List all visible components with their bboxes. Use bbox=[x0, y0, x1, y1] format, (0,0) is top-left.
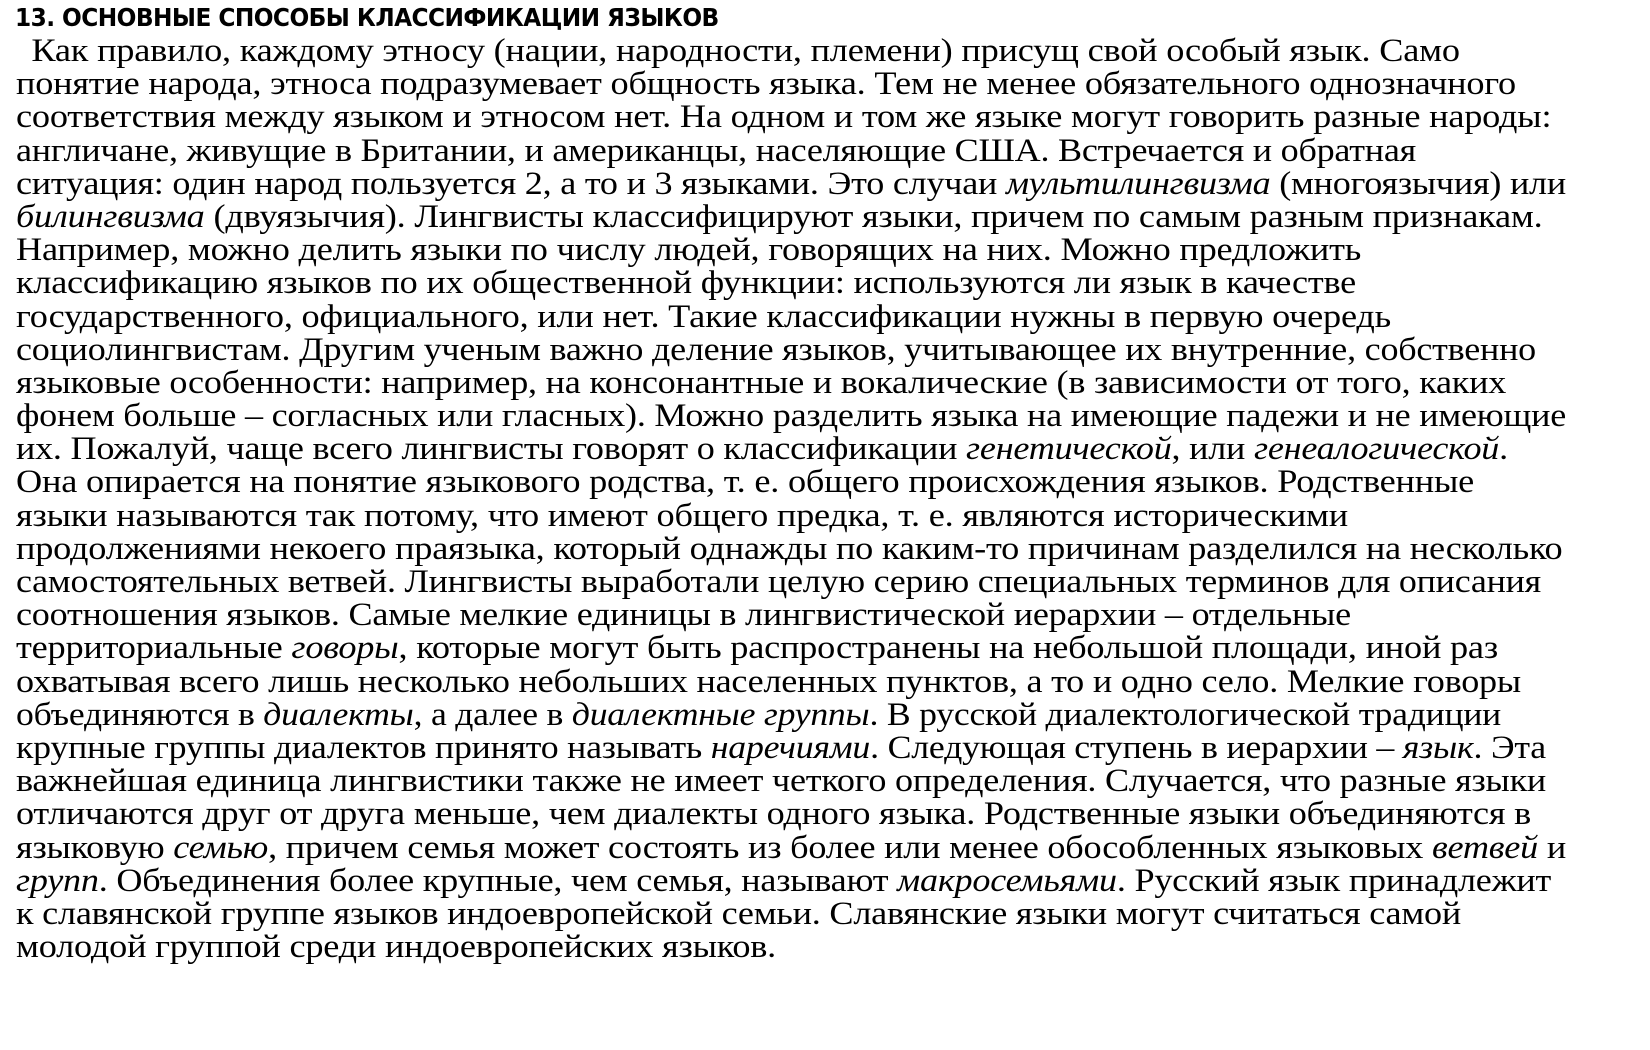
text-run: важнейшая единица лингвистики также не имеет четкого определения. Случается, что разные языки bbox=[16, 763, 1547, 800]
text-run: языковые особенности: например, на консонантные и вокалические (в зависимости от того, каких bbox=[16, 364, 1507, 401]
text-line bbox=[16, 530, 1575, 567]
text-run: (двуязычия). Лингвисты классифицируют языки, причем по самым разным признакам. bbox=[204, 198, 1543, 235]
text-run: продолжениями некоего праязыка, который однажды по каким-то причинам разделился на несколько bbox=[16, 530, 1563, 567]
text-line bbox=[16, 599, 1567, 632]
body-text bbox=[16, 33, 1567, 966]
text-run: крупные группы диалектов принято называть bbox=[16, 729, 711, 766]
italic-term: групп bbox=[16, 862, 99, 899]
text-run: социолингвистам. Другим ученым важно деление языков, учитывающее их внутренние, собственно bbox=[16, 331, 1536, 368]
text-line bbox=[16, 35, 1575, 68]
italic-term: язык bbox=[1402, 729, 1474, 766]
text-run: Как правило, каждому этносу (нации, народности, племени) присущ свой особый язык. Само bbox=[31, 33, 1460, 69]
italic-term: генеалогической bbox=[1253, 431, 1500, 468]
italic-term: билингвизма bbox=[16, 198, 205, 235]
text-line bbox=[16, 433, 1567, 466]
text-line bbox=[16, 68, 1575, 101]
text-line bbox=[16, 931, 1574, 964]
text-line bbox=[16, 364, 1567, 401]
text-run: соответствия между языком и этносом нет. На одном и том же языке могут говорить разные народы: bbox=[16, 99, 1552, 136]
text-run: к славянской группе языков индоевропейской семьи. Славянские языки могут считаться самой bbox=[16, 895, 1462, 932]
text-line bbox=[16, 497, 1575, 534]
text-line bbox=[16, 331, 1564, 368]
text-line bbox=[16, 566, 1560, 599]
text-run: . Русский язык принадлежит bbox=[1116, 862, 1552, 899]
text-line bbox=[16, 729, 1554, 766]
text-run: , или bbox=[1171, 431, 1254, 468]
text-line bbox=[16, 663, 1568, 700]
italic-term: диалектные группы bbox=[571, 696, 870, 733]
text-line bbox=[16, 862, 1568, 899]
text-run: . bbox=[1499, 431, 1508, 468]
text-run: . Объединения более крупные, чем семья, называют bbox=[98, 862, 898, 899]
text-run: государственного, официального, или нет. Такие классификации нужны в первую очередь bbox=[16, 298, 1391, 335]
text-run: , которые могут быть распространены на небольшой площади, иной раз bbox=[398, 630, 1498, 667]
text-run: понятие народа, этноса подразумевает общность языка. Тем не менее обязательного однозначного bbox=[16, 66, 1516, 103]
text-run: , а далее в bbox=[413, 696, 572, 733]
text-run: классификацию языков по их общественной функции: используются ли язык в качестве bbox=[16, 265, 1356, 302]
text-line bbox=[16, 132, 1565, 169]
italic-term: генетической bbox=[966, 431, 1172, 468]
italic-term: семью bbox=[173, 829, 269, 866]
italic-term: ветвей bbox=[1431, 829, 1539, 866]
italic-term: макросемьями bbox=[897, 862, 1117, 899]
text-run: Она опирается на понятие языкового родства, т. е. общего происхождения языков. Родственные bbox=[16, 464, 1475, 501]
text-line bbox=[16, 165, 1567, 202]
text-line bbox=[16, 895, 1569, 932]
italic-term: мультилингвизма bbox=[1005, 165, 1271, 202]
section-heading: 13. ОСНОВНЫЕ СПОСОБЫ КЛАССИФИКАЦИИ ЯЗЫКОВ bbox=[15, 3, 719, 32]
text-run: . Эта bbox=[1473, 729, 1546, 766]
text-run: (многоязычия) или bbox=[1270, 165, 1566, 202]
text-line bbox=[16, 696, 1547, 733]
text-run: . Следующая ступень в иерархии – bbox=[870, 729, 1403, 766]
text-run: фонем больше – согласных или гласных). Можно разделить языка на имеющие падежи и не имеющие bbox=[16, 398, 1567, 435]
text-run: молодой группой среди индоевропейских языков. bbox=[16, 929, 777, 966]
text-run: объединяются в bbox=[16, 696, 264, 733]
text-run: самостоятельных ветвей. Лингвисты выработали целую серию специальных терминов для описания bbox=[16, 564, 1541, 600]
text-run: охватывая всего лишь несколько небольших населенных пунктов, а то и одно село. Мелкие говоры bbox=[16, 663, 1521, 700]
text-line bbox=[16, 765, 1567, 798]
text-run: ситуация: один народ пользуется 2, а то и 3 языками. Это случаи bbox=[16, 165, 1006, 202]
text-run: , причем семья может состоять из более или менее обособленных языковых bbox=[268, 829, 1432, 866]
text-line bbox=[16, 400, 1566, 433]
text-run: . В русской диалектологической традиции bbox=[869, 696, 1502, 733]
text-line bbox=[16, 466, 1575, 499]
italic-term: наречиями bbox=[710, 729, 871, 766]
text-line bbox=[16, 267, 1570, 300]
italic-term: диалекты bbox=[263, 696, 414, 733]
text-run: Например, можно делить языки по числу людей, говорящих на них. Можно предложить bbox=[16, 232, 1362, 269]
text-run: и bbox=[1538, 829, 1567, 866]
italic-term: говоры bbox=[291, 630, 399, 667]
text-line bbox=[16, 829, 1571, 866]
text-run: соотношения языков. Самые мелкие единицы в лингвистической иерархии – отдельные bbox=[16, 597, 1351, 634]
text-line bbox=[16, 298, 1575, 335]
text-run: их. Пожалуй, чаще всего лингвисты говорят о классификации bbox=[16, 431, 967, 468]
text-line bbox=[16, 101, 1575, 134]
text-run: отличаются друг от друга меньше, чем диалекты одного языка. Родственные языки объединяются в bbox=[16, 796, 1531, 833]
text-run: языки называются так потому, что имеют общего предка, т. е. являются историческими bbox=[16, 497, 1349, 534]
text-run: языковую bbox=[16, 829, 174, 866]
text-line bbox=[16, 798, 1570, 831]
text-line bbox=[16, 198, 1575, 235]
text-run: англичане, живущие в Британии, и американцы, населяющие США. Встречается и обратная bbox=[16, 132, 1416, 169]
text-line bbox=[16, 234, 1574, 267]
text-run: территориальные bbox=[16, 630, 292, 667]
text-line bbox=[16, 632, 1575, 665]
